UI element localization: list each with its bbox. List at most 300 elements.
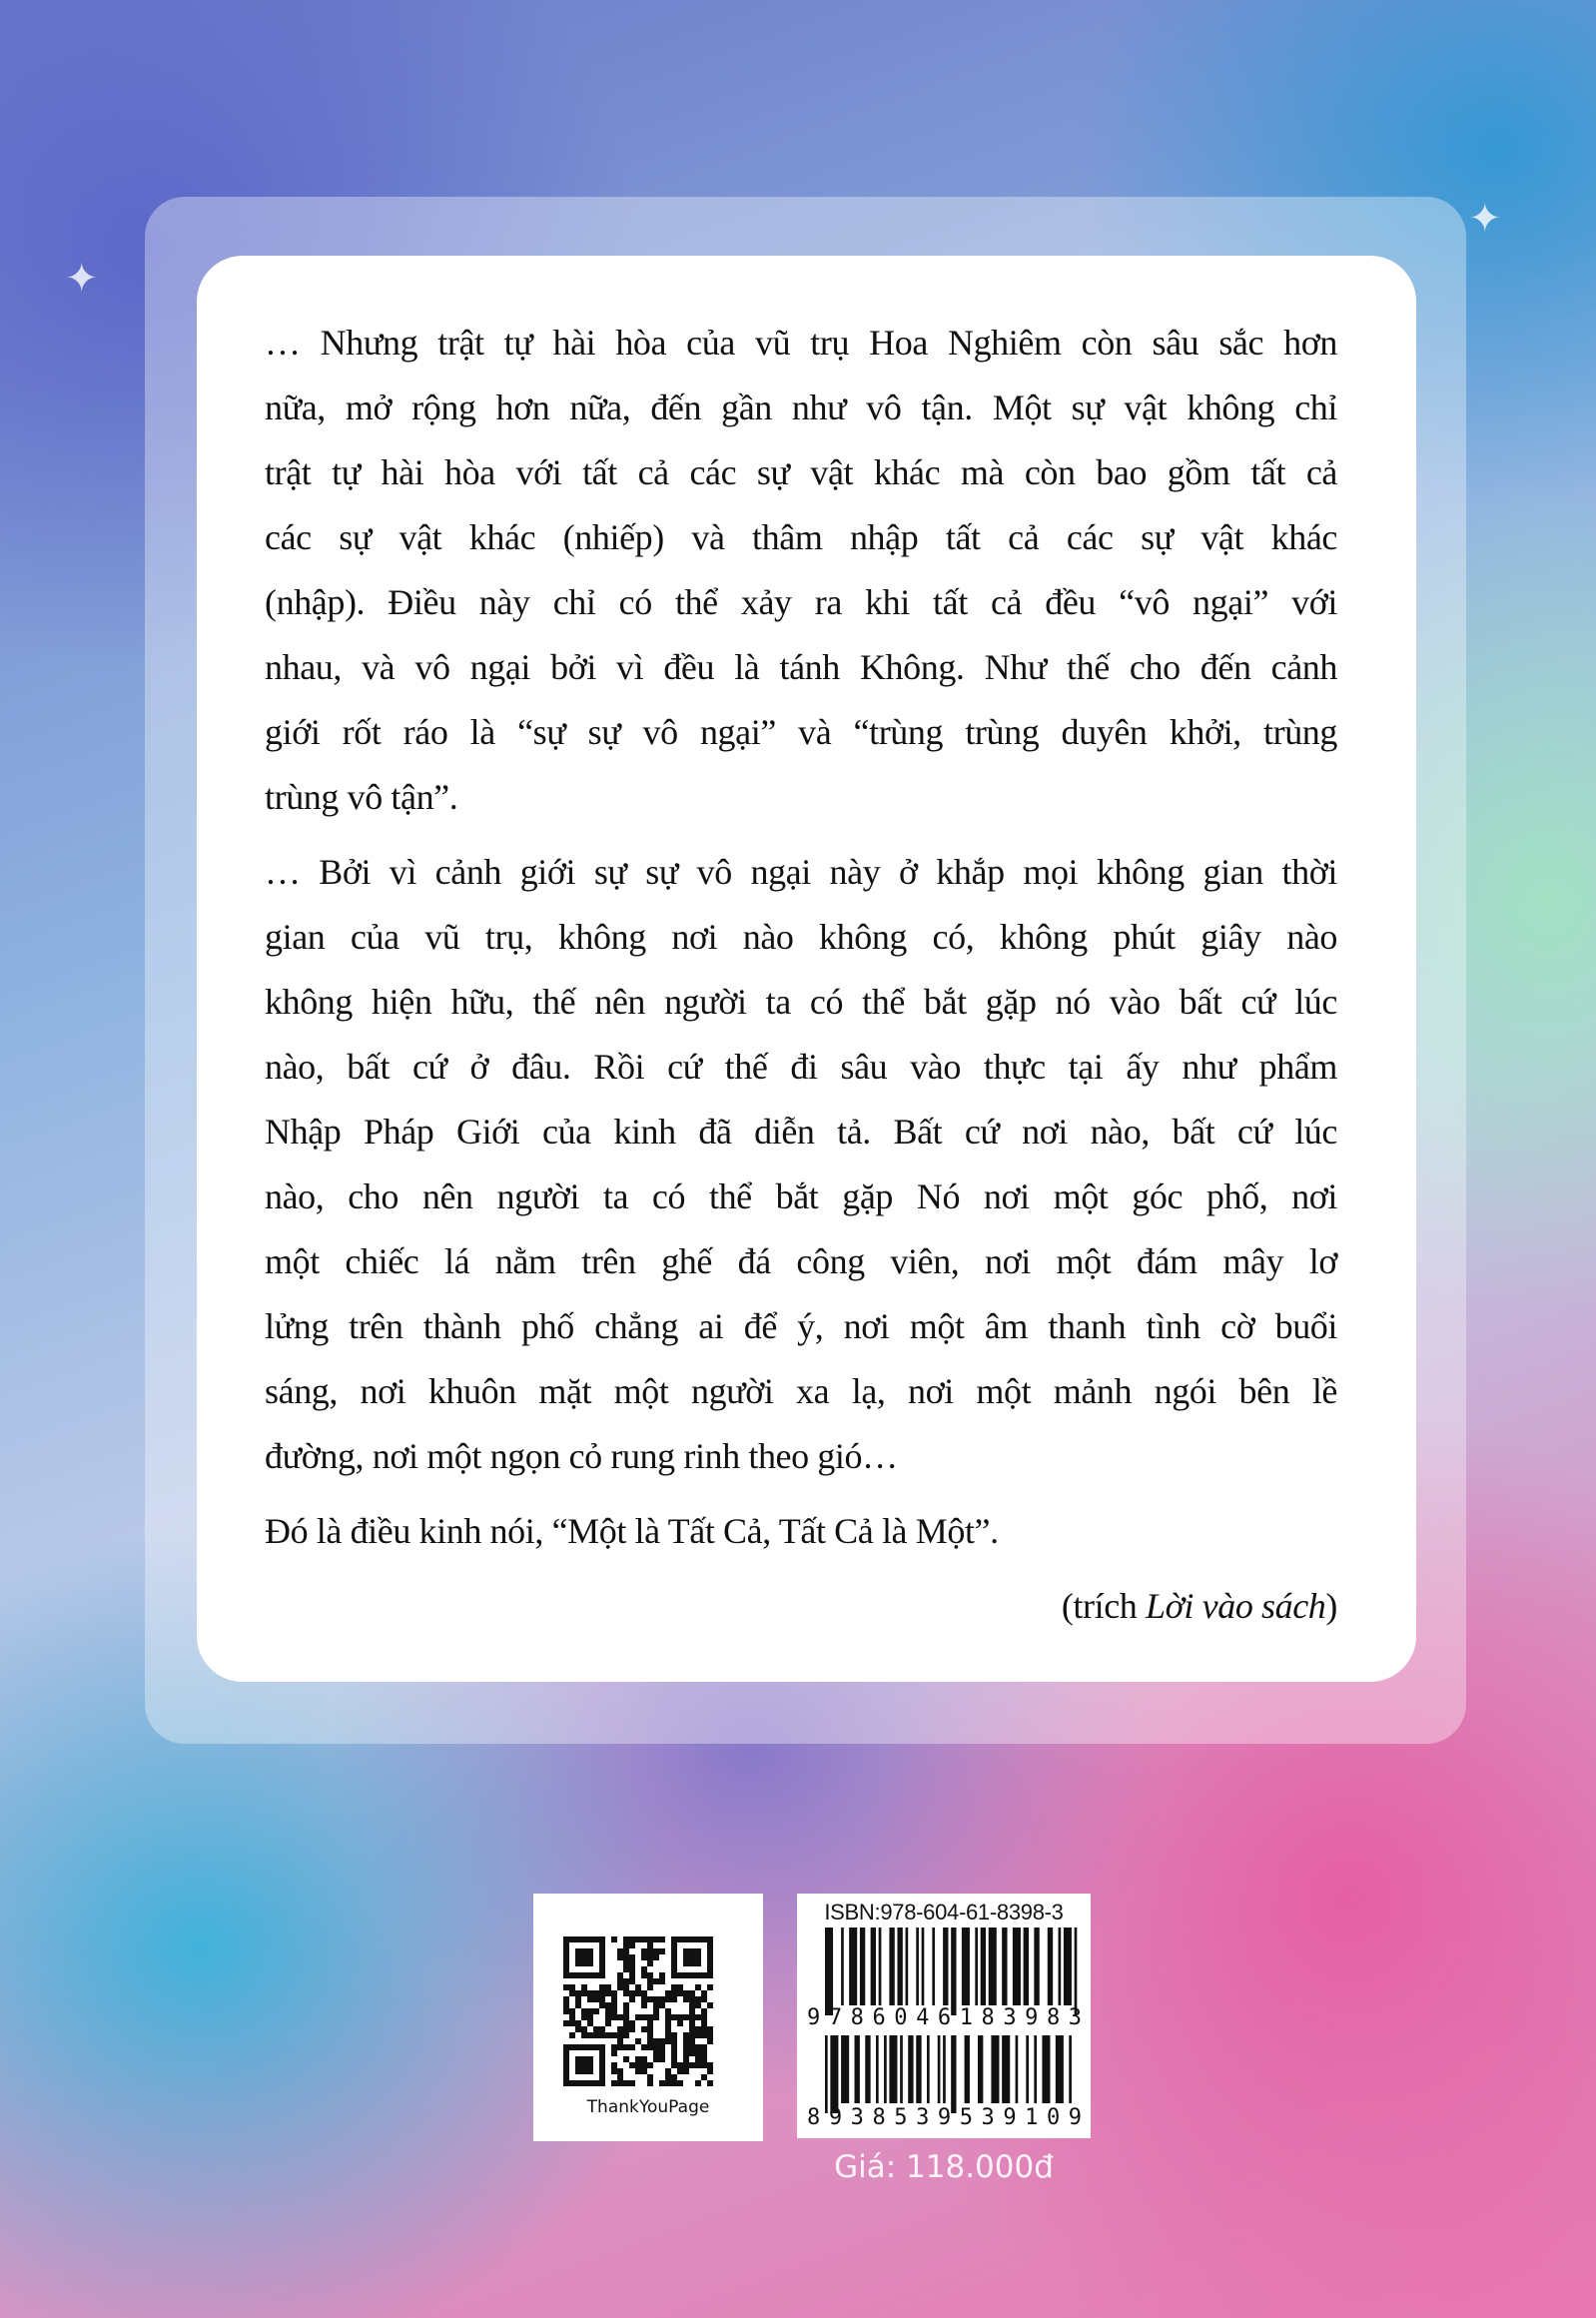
barcode-bar <box>1002 1928 1007 2005</box>
qr-module <box>671 2074 677 2080</box>
qr-module <box>647 2074 653 2080</box>
qr-module <box>701 2008 707 2014</box>
text-line: giới rốt ráo là “sự sự vô ngại” và “trùng trùng duyên khởi, trùng <box>265 712 1337 752</box>
barcode-bar <box>1016 2035 1019 2103</box>
qr-module <box>599 2026 605 2032</box>
qr-module <box>611 2044 617 2050</box>
qr-code-box <box>533 1894 763 2141</box>
qr-module <box>623 2014 629 2020</box>
paragraph <box>265 840 1337 1489</box>
qr-module <box>689 2062 695 2068</box>
qr-module <box>641 1948 647 1954</box>
qr-module <box>641 2044 647 2050</box>
qr-module <box>659 2080 665 2086</box>
qr-module <box>695 1996 701 2002</box>
qr-module <box>623 1954 629 1960</box>
qr-module <box>623 2044 629 2050</box>
barcode-bar <box>962 1928 970 2005</box>
qr-module <box>647 2080 653 2086</box>
barcode-digit: 3 <box>850 2105 864 2130</box>
qr-module <box>641 2068 647 2074</box>
barcode-digit: 3 <box>1068 2005 1082 2030</box>
barcode-bar <box>825 1928 833 2015</box>
qr-module <box>605 1990 611 1996</box>
qr-module <box>611 1990 617 1996</box>
qr-module <box>653 1954 659 1960</box>
barcode-digit: 0 <box>894 2005 908 2030</box>
qr-module <box>587 2032 593 2038</box>
barcode-bar <box>981 1928 986 2005</box>
qr-module <box>569 1984 575 1990</box>
isbn-barcode-digits <box>807 2005 1082 2030</box>
qr-module <box>659 2038 665 2044</box>
qr-module <box>641 2056 647 2062</box>
qr-module <box>575 1990 581 1996</box>
barcode-bar <box>1064 1928 1072 2005</box>
barcode-bar <box>1002 2035 1010 2103</box>
qr-module <box>599 2002 605 2008</box>
barcode-digit: 5 <box>894 2105 908 2130</box>
qr-module <box>581 2014 587 2020</box>
qr-module <box>623 2020 629 2026</box>
barcode-digit: 1 <box>959 2005 973 2030</box>
qr-module <box>575 2020 581 2026</box>
qr-module <box>623 1990 629 1996</box>
qr-module <box>563 2008 569 2014</box>
qr-module <box>653 1978 659 1984</box>
qr-module <box>659 1972 665 1978</box>
barcode-bar <box>889 1928 894 2005</box>
qr-module <box>635 2038 641 2044</box>
text-line: nhau, và vô ngại bởi vì đều là tánh Không. Như thế cho đến cảnh <box>265 647 1337 687</box>
barcode-bar <box>876 2035 879 2103</box>
qr-module <box>641 2002 647 2008</box>
qr-module <box>641 1972 647 1978</box>
barcode-bar <box>978 2035 983 2103</box>
qr-module <box>611 2032 617 2038</box>
qr-module <box>653 2002 659 2008</box>
qr-module <box>665 2032 671 2038</box>
qr-module <box>647 2062 653 2068</box>
qr-module <box>707 2002 713 2008</box>
qr-module <box>695 2002 701 2008</box>
qr-module <box>617 1948 623 1954</box>
qr-module <box>569 1990 575 1996</box>
barcode-bar <box>951 1928 956 2015</box>
qr-module <box>611 2050 617 2056</box>
qr-module <box>653 2056 659 2062</box>
barcode-bar <box>975 1928 978 2005</box>
qr-module <box>707 2068 713 2074</box>
qr-module <box>629 1978 635 1984</box>
qr-module <box>659 1936 665 1942</box>
qr-module <box>683 2056 689 2062</box>
qr-module <box>629 2026 635 2032</box>
qr-module <box>701 2026 707 2032</box>
qr-module <box>707 2062 713 2068</box>
qr-module <box>647 1942 653 1948</box>
qr-module <box>677 1990 683 1996</box>
qr-module <box>581 2008 587 2014</box>
qr-module <box>659 1978 665 1984</box>
qr-module <box>629 2062 635 2068</box>
attribution <box>265 1574 1337 1639</box>
barcode-bar <box>897 1928 902 2005</box>
qr-module <box>635 1936 641 1942</box>
qr-module <box>563 2002 569 2008</box>
qr-module <box>653 2008 659 2014</box>
qr-module <box>617 2038 623 2044</box>
qr-module <box>683 2032 689 2038</box>
qr-module <box>677 2068 683 2074</box>
qr-module <box>647 1972 653 1978</box>
qr-module <box>611 2008 617 2014</box>
barcode-bar <box>1026 2035 1029 2103</box>
qr-module <box>701 1990 707 1996</box>
text-line: nào, bất cứ ở đâu. Rồi cứ thế đi sâu vào thực tại ấy như phẩm <box>265 1047 1337 1087</box>
qr-module <box>617 1954 623 1960</box>
qr-module <box>599 1990 605 1996</box>
text-line: lửng trên thành phố chẳng ai để ý, nơi một âm thanh tình cờ buổi <box>265 1306 1337 1346</box>
barcode-bar <box>906 1928 909 2005</box>
qr-module <box>605 2020 611 2026</box>
barcode-bar <box>916 1928 919 2005</box>
qr-module <box>617 2026 623 2032</box>
barcode-digit: 3 <box>1003 2005 1017 2030</box>
barcode-bar <box>1069 2035 1072 2103</box>
barcode-bar <box>908 2035 913 2103</box>
qr-module <box>671 2014 677 2020</box>
qr-module <box>617 1978 623 1984</box>
qr-module <box>647 1984 653 1990</box>
qr-module <box>707 2038 713 2044</box>
qr-module <box>617 1972 623 1978</box>
qr-module <box>689 1990 695 1996</box>
qr-module <box>575 2002 581 2008</box>
qr-module <box>635 1984 641 1990</box>
qr-module <box>635 1990 641 1996</box>
qr-module <box>689 2002 695 2008</box>
barcode-digit: 6 <box>872 2005 886 2030</box>
qr-module <box>629 1954 635 1960</box>
qr-module <box>605 2032 611 2038</box>
qr-module <box>623 2008 629 2014</box>
qr-module <box>593 2026 599 2032</box>
barcode-digit: 8 <box>850 2005 864 2030</box>
qr-module <box>623 2026 629 2032</box>
qr-module <box>611 2080 617 2086</box>
barcode-bar <box>1056 2035 1064 2103</box>
excerpt-text <box>265 311 1337 1564</box>
text-line: nào, cho nên người ta có thể bắt gặp Nó nơi một góc phố, nơi <box>265 1176 1337 1216</box>
barcode-digit: 8 <box>807 2105 821 2130</box>
qr-module <box>659 2056 665 2062</box>
qr-module <box>563 2020 569 2026</box>
barcode-digit: 9 <box>1068 2105 1082 2130</box>
qr-module <box>701 2014 707 2020</box>
qr-module <box>671 2044 677 2050</box>
qr-module <box>641 2062 647 2068</box>
barcode-bar <box>965 2035 970 2103</box>
qr-module <box>569 2008 575 2014</box>
qr-module <box>695 1984 701 1990</box>
qr-module <box>701 1996 707 2002</box>
qr-module <box>605 2002 611 2008</box>
qr-module <box>623 1966 629 1972</box>
barcode-bar <box>1042 2035 1050 2103</box>
qr-module <box>707 2080 713 2086</box>
qr-code-icon[interactable] <box>563 1928 713 2095</box>
barcode-bar <box>922 1928 925 2005</box>
qr-module <box>689 2026 695 2032</box>
qr-module <box>611 1936 617 1942</box>
ean-barcode <box>825 2035 1080 2113</box>
qr-module <box>593 2032 599 2038</box>
qr-module <box>635 2056 641 2062</box>
qr-module <box>689 2014 695 2020</box>
qr-module <box>677 2020 683 2026</box>
text-line: … Nhưng trật tự hài hòa của vũ trụ Hoa Nghiêm còn sâu sắc hơn <box>265 323 1337 363</box>
text-line: (nhập). Điều này chỉ có thể xảy ra khi tất cả đều “vô ngại” với <box>265 582 1337 622</box>
qr-module <box>653 2038 659 2044</box>
qr-module <box>695 2080 701 2086</box>
qr-module <box>617 1984 623 1990</box>
barcode-bar <box>889 2035 897 2103</box>
barcode-bar <box>825 2035 828 2113</box>
barcode-digit: 1 <box>1025 2105 1039 2130</box>
qr-module <box>665 2038 671 2044</box>
qr-module <box>635 2068 641 2074</box>
qr-module <box>671 2080 677 2086</box>
qr-module <box>641 1954 647 1960</box>
qr-module <box>671 2056 677 2062</box>
qr-module <box>641 1936 647 1942</box>
barcode-digit: 9 <box>937 2105 952 2130</box>
barcode-bar <box>991 2035 999 2103</box>
qr-module <box>593 1996 599 2002</box>
barcode-bar <box>900 2035 903 2103</box>
qr-module <box>641 1966 647 1972</box>
qr-module <box>707 1984 713 1990</box>
qr-module <box>701 2056 707 2062</box>
qr-module <box>629 1966 635 1972</box>
qr-module <box>629 1972 635 1978</box>
qr-module <box>677 1984 683 1990</box>
qr-module <box>581 1984 587 1990</box>
qr-module <box>569 2014 575 2020</box>
paragraph <box>265 311 1337 830</box>
qr-module <box>569 2032 575 2038</box>
qr-module <box>665 1996 671 2002</box>
excerpt-card <box>197 256 1416 1682</box>
qr-module <box>647 1960 653 1966</box>
qr-module <box>689 2050 695 2056</box>
qr-module <box>623 1948 629 1954</box>
qr-module <box>689 2038 695 2044</box>
qr-module <box>683 2044 689 2050</box>
qr-module <box>695 2032 701 2038</box>
qr-module <box>653 2014 659 2020</box>
qr-module <box>647 2032 653 2038</box>
attribution-title: Lời vào sách <box>1146 1586 1326 1626</box>
qr-module <box>683 1996 689 2002</box>
qr-module <box>665 2008 671 2014</box>
qr-module <box>641 1996 647 2002</box>
qr-module <box>671 2062 677 2068</box>
qr-module <box>617 2080 623 2086</box>
barcode-bar <box>951 2035 956 2113</box>
qr-module <box>623 2032 629 2038</box>
qr-module <box>689 2044 695 2050</box>
qr-module <box>659 1948 665 1954</box>
barcode-bar <box>916 2035 921 2103</box>
barcode-bar <box>1059 1928 1062 2005</box>
qr-module <box>617 2074 623 2080</box>
qr-module <box>677 2014 683 2020</box>
qr-module <box>689 1996 695 2002</box>
qr-module <box>575 2026 581 2032</box>
qr-module <box>671 2032 677 2038</box>
qr-module <box>647 2038 653 2044</box>
qr-module <box>659 1996 665 2002</box>
qr-module <box>665 2014 671 2020</box>
qr-module <box>689 2020 695 2026</box>
qr-module <box>707 2032 713 2038</box>
qr-module <box>611 2014 617 2020</box>
barcode-bar <box>1013 1928 1021 2005</box>
qr-module <box>701 2074 707 2080</box>
qr-module <box>599 1996 605 2002</box>
qr-module <box>617 2044 623 2050</box>
qr-module <box>647 2014 653 2020</box>
qr-module <box>635 2014 641 2020</box>
barcode-bar <box>841 1928 844 2005</box>
text-line: nữa, mở rộng hơn nữa, đến gần như vô tận. Một sự vật không chỉ <box>265 387 1337 427</box>
qr-module <box>587 2020 593 2026</box>
barcode-bar <box>860 1928 865 2005</box>
qr-module <box>623 2002 629 2008</box>
barcode-box <box>797 1894 1091 2138</box>
qr-module <box>623 1936 629 1942</box>
qr-module <box>671 2038 677 2044</box>
barcode-bar <box>943 2035 946 2103</box>
qr-module <box>629 2020 635 2026</box>
isbn-text: ISBN:978-604-61-8398-3 <box>824 1900 1064 1925</box>
barcode-bar <box>989 1928 997 2005</box>
qr-module <box>575 1996 581 2002</box>
text-line: không hiện hữu, thế nên người ta có thể bắt gặp nó vào bất cứ lúc <box>265 982 1337 1022</box>
qr-module <box>701 2032 707 2038</box>
qr-module <box>653 1996 659 2002</box>
barcode-digit: 8 <box>1046 2005 1061 2030</box>
text-line: sáng, nơi khuôn mặt một người xa lạ, nơi một mảnh ngói bên lề <box>265 1371 1337 1411</box>
barcode-digit: 8 <box>981 2005 995 2030</box>
qr-module <box>653 1936 659 1942</box>
barcode-bar <box>841 2035 849 2103</box>
qr-module <box>647 1996 653 2002</box>
text-line: đường, nơi một ngọn cỏ rung rinh theo gió… <box>265 1436 898 1476</box>
qr-module <box>593 2008 599 2014</box>
barcode-digit: 6 <box>937 2005 952 2030</box>
qr-module <box>647 1936 653 1942</box>
barcode-bar <box>855 2035 860 2103</box>
text-line: trật tự hài hòa với tất cả các sự vật khác mà còn bao gồm tất cả <box>265 452 1337 492</box>
qr-module <box>623 2080 629 2086</box>
qr-module <box>695 2050 701 2056</box>
qr-module <box>623 2056 629 2062</box>
barcode-bar <box>1075 1928 1078 2015</box>
qr-module <box>581 1990 587 1996</box>
qr-module <box>641 2014 647 2020</box>
barcode-bar <box>849 1928 857 2005</box>
barcode-bar <box>927 2035 930 2103</box>
qr-module <box>575 2056 593 2074</box>
text-line: các sự vật khác (nhiếp) và thâm nhập tất cả các sự vật khác <box>265 517 1337 557</box>
qr-module <box>653 1948 659 1954</box>
qr-module <box>611 2062 617 2068</box>
text-line: trùng vô tận”. <box>265 777 458 817</box>
qr-module <box>611 1996 617 2002</box>
qr-module <box>581 2026 587 2032</box>
text-line: Nhập Pháp Giới của kinh đã diễn tả. Bất cứ nơi nào, bất cứ lúc <box>265 1112 1337 1152</box>
barcode-digit: 8 <box>872 2105 886 2130</box>
qr-module <box>617 2014 623 2020</box>
qr-module <box>617 2068 623 2074</box>
qr-module <box>629 1942 635 1948</box>
barcode-digit: 9 <box>828 2105 843 2130</box>
barcode-digit: 9 <box>807 2005 821 2030</box>
price-label: Giá: 118.000đ <box>834 2149 1054 2185</box>
text-line: gian của vũ trụ, không nơi nào không có, không phút giây nào <box>265 917 1337 957</box>
qr-module <box>629 1990 635 1996</box>
qr-module <box>659 2002 665 2008</box>
barcode-bar <box>865 2035 870 2103</box>
qr-module <box>605 2008 611 2014</box>
qr-module <box>701 2044 707 2050</box>
qr-module <box>569 2020 575 2026</box>
qr-module <box>683 2014 689 2020</box>
qr-module <box>665 2074 671 2080</box>
text-line: Đó là điều kinh nói, “Một là Tất Cả, Tất Cả là Một”. <box>265 1511 999 1551</box>
qr-module <box>593 1990 599 1996</box>
text-line: một chiếc lá nằm trên ghế đá công viên, nơi một đám mây lơ <box>265 1241 1337 1281</box>
qr-module <box>671 1996 677 2002</box>
barcode-digit: 9 <box>1003 2105 1017 2130</box>
qr-module <box>617 2032 623 2038</box>
qr-module <box>647 1948 653 1954</box>
qr-module <box>677 2062 683 2068</box>
qr-module <box>695 2062 701 2068</box>
qr-module <box>647 2044 653 2050</box>
qr-module <box>605 1984 611 1990</box>
qr-module <box>665 2068 671 2074</box>
barcode-digit: 0 <box>1046 2105 1061 2130</box>
qr-module <box>701 2050 707 2056</box>
barcode-digit: 5 <box>959 2105 973 2130</box>
qr-module <box>647 2026 653 2032</box>
qr-module <box>671 1984 677 1990</box>
qr-module <box>665 2080 671 2086</box>
qr-module <box>611 2068 617 2074</box>
qr-module <box>563 1996 569 2002</box>
qr-module <box>629 1936 635 1942</box>
qr-module <box>695 2056 701 2062</box>
qr-module <box>653 2044 659 2050</box>
qr-module <box>683 1990 689 1996</box>
qr-module <box>671 2050 677 2056</box>
qr-module <box>623 1942 629 1948</box>
qr-label: ThankYouPage <box>586 2097 710 2117</box>
